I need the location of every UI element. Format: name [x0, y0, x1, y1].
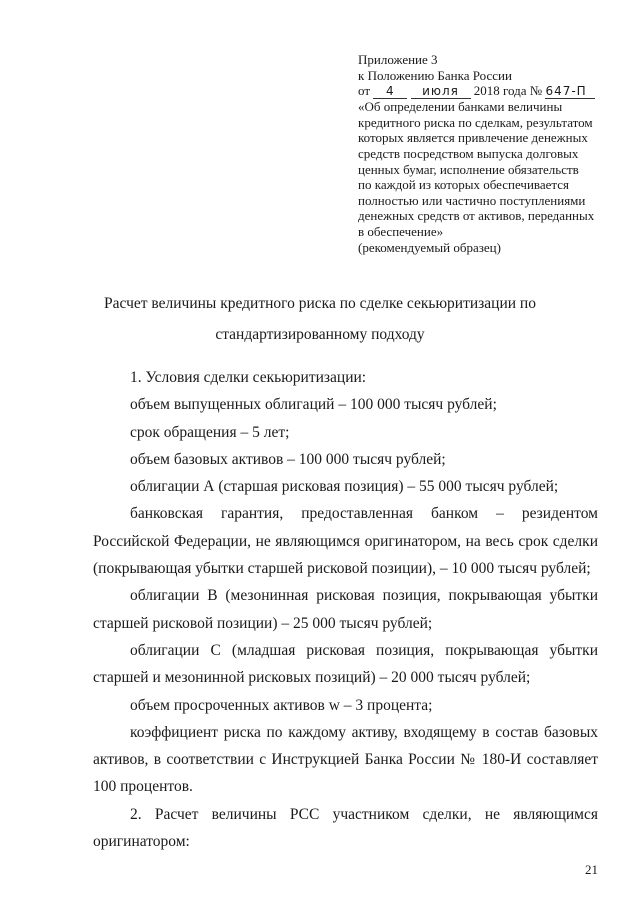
annex-title: Приложение 3	[358, 52, 438, 67]
section-heading: 2. Расчет величины РСС участником сделки, не являющимся оригинатором:	[93, 805, 598, 851]
title-line: Расчет величины кредитного риска по сделке секьюритизации по	[104, 295, 536, 312]
paragraph: объем базовых активов – 100 000 тысяч рублей;	[130, 450, 446, 468]
annex-subject-line: денежных средств от активов, переданных	[358, 208, 595, 224]
document-title	[40, 288, 600, 350]
annex-from-prefix: от	[358, 83, 371, 99]
page-number: 21	[585, 862, 598, 877]
paragraph: банковская гарантия, предоставленная банком – резидентом Российской Федерации, не являющимся оригинатором, на весь срок сделки (покрывающая убытки старшей рисковой позиции), – 10 000 тысяч рублей;	[93, 505, 598, 578]
annex-subject-line: по каждой из которых обеспечивается	[358, 177, 570, 193]
annex-day: 4	[373, 85, 407, 99]
annex-subject-line: «Об определении банками величины	[358, 99, 563, 115]
annex-date-line	[358, 83, 618, 99]
paragraph: объем просроченных активов w – 3 процента;	[130, 696, 433, 714]
section-heading: 1. Условия сделки секьюритизации:	[130, 369, 367, 386]
paragraph: облигации А (старшая рисковая позиция) – 55 000 тысяч рублей;	[130, 478, 559, 496]
annex-header	[358, 52, 618, 240]
sample-note: (рекомендуемый образец)	[358, 240, 501, 255]
annex-month: июля	[411, 85, 471, 99]
title-line: стандартизированному подходу	[215, 326, 425, 343]
annex-year-text: 2018 года №	[473, 83, 543, 99]
paragraph: облигации С (младшая рисковая позиция, покрывающая убытки старшей и мезонинной рисковых позиций) – 20 000 тысяч рублей;	[93, 641, 598, 687]
paragraph: коэффициент риска по каждому активу, входящему в состав базовых активов, в соответствии с Инструкцией Банка России № 180-И составляет 100 процентов.	[93, 723, 598, 796]
annex-subject-line: которых является привлечение денежных	[358, 130, 588, 146]
annex-number: 647-П	[545, 85, 595, 99]
annex-subject-line: ценных бумаг, исполнение обязательств	[358, 161, 579, 177]
paragraph: объем выпущенных облигаций – 100 000 тысяч рублей;	[130, 396, 497, 414]
annex-subject-line: средств посредством выпуска долговых	[358, 145, 579, 161]
paragraph: срок обращения – 5 лет;	[130, 423, 290, 441]
document-body	[93, 364, 598, 855]
annex-subject-line: полностью или частично поступлениями	[358, 192, 586, 208]
annex-regulation-ref: к Положению Банка России	[358, 67, 512, 83]
annex-subject-line: в обеспечение»	[358, 223, 444, 239]
paragraph: облигации В (мезонинная рисковая позиция, покрывающая убытки старшей рисковой позиции) – 25 000 тысяч рублей;	[93, 587, 598, 632]
annex-subject-line: кредитного риска по сделкам, результатом	[358, 114, 593, 130]
